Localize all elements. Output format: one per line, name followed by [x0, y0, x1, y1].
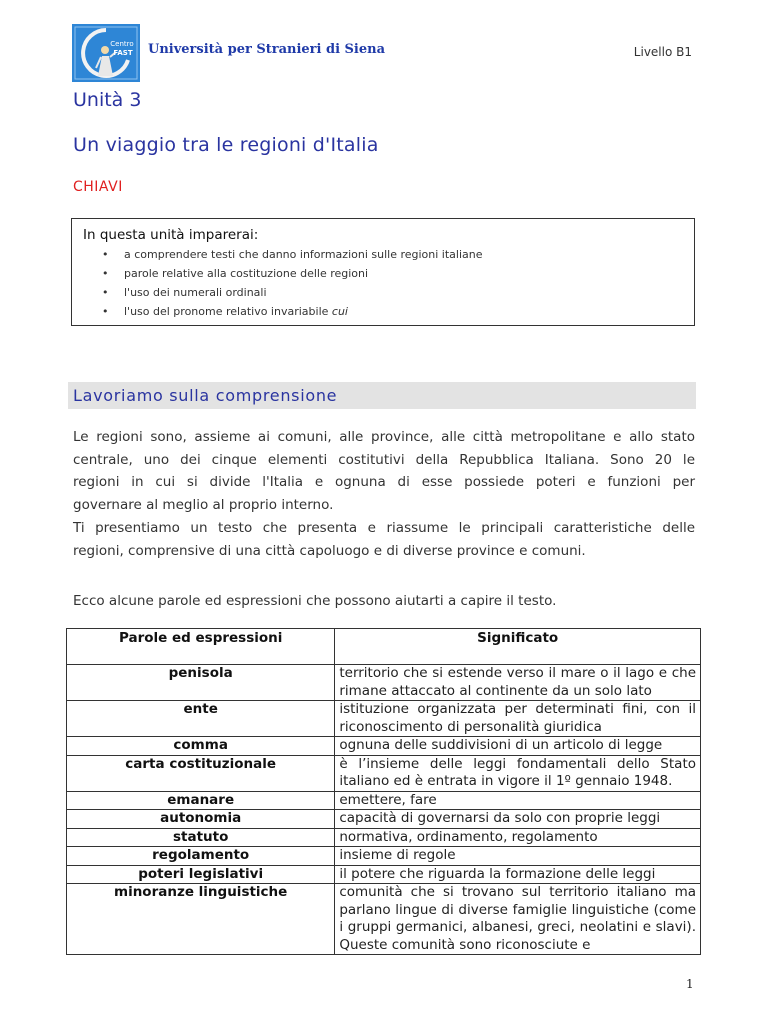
glossary-definition: emettere, fare [335, 791, 701, 810]
glossary-definition: insieme di regole [335, 847, 701, 866]
glossary-definition: capacità di governarsi da solo con proprie leggi [335, 810, 701, 829]
bullet-icon: • [102, 248, 109, 261]
bullet-icon: • [102, 286, 109, 299]
glossary-term: comma [67, 737, 335, 756]
glossary-definition: ognuna delle suddivisioni di un articolo di legge [335, 737, 701, 756]
table-row [67, 884, 701, 955]
glossary-definition: comunità che si trovano sul territorio italiano ma parlano lingue di diverse famiglie linguistiche (come i gruppi germanici, albanesi, greci, neolatini e slavi). Queste comunità sono riconosciute e [335, 884, 701, 955]
table-row [67, 737, 701, 756]
glossary-term: emanare [67, 791, 335, 810]
paragraph-line: regioni in cui si divide l'Italia e ognuna di esse possiede poteri e funzioni per [73, 474, 695, 491]
page-number: 1 [686, 977, 694, 991]
glossary-definition: normativa, ordinamento, regolamento [335, 828, 701, 847]
objective-text: a comprendere testi che danno informazioni sulle regioni italiane [124, 248, 483, 261]
objectives-box [71, 218, 695, 326]
glossary-term: carta costituzionale [67, 755, 335, 791]
table-row [67, 865, 701, 884]
paragraph-line: Ti presentiamo un testo che presenta e riassume le principali caratteristiche delle [73, 520, 695, 536]
paragraph-1 [73, 426, 695, 516]
glossary-term: statuto [67, 828, 335, 847]
glossary-table [66, 628, 701, 955]
unit-title: Un viaggio tra le regioni d'Italia [73, 134, 379, 156]
objective-italic-word: cui [331, 305, 348, 318]
paragraph-line: governare al meglio al proprio interno. [73, 496, 334, 513]
objectives-list [102, 248, 483, 324]
paragraph-2 [73, 517, 695, 562]
glossary-definition: il potere che riguarda la formazione delle leggi [335, 865, 701, 884]
section-title: Lavoriamo sulla comprensione [73, 386, 338, 405]
glossary-intro: Ecco alcune parole ed espressioni che possono aiutarti a capire il testo. [73, 593, 557, 609]
objective-item [102, 305, 483, 324]
section-header-bar [68, 382, 696, 409]
column-header-meaning: Significato [335, 629, 701, 665]
keys-label: CHIAVI [73, 179, 123, 195]
objective-item [102, 248, 483, 267]
paragraph-line: regioni, comprensive di una città capoluogo e di diverse province e comuni. [73, 542, 586, 559]
objective-text: l'uso dei numerali ordinali [124, 286, 267, 299]
objective-text: parole relative alla costituzione delle regioni [124, 267, 369, 280]
bullet-icon: • [102, 267, 109, 280]
objective-item [102, 286, 483, 305]
table-row [67, 810, 701, 829]
centro-fast-logo [72, 24, 140, 82]
table-row [67, 755, 701, 791]
objective-text: l'uso del pronome relativo invariabile [124, 305, 329, 318]
column-header-terms: Parole ed espressioni [67, 629, 335, 665]
paragraph-line: centrale, uno dei cinque elementi costitutivi della Repubblica Italiana. Sono 20 le [73, 451, 695, 468]
glossary-definition: istituzione organizzata per determinati fini, con il riconoscimento di personalità giuridica [335, 701, 701, 737]
table-row [67, 701, 701, 737]
glossary-term: ente [67, 701, 335, 737]
table-row [67, 847, 701, 866]
paragraph-line: Le regioni sono, assieme ai comuni, alle province, alle città metropolitane e allo stato [73, 429, 695, 445]
table-row [67, 791, 701, 810]
table-row [67, 828, 701, 847]
glossary-term: minoranze linguistiche [67, 884, 335, 955]
university-name: Università per Stranieri di Siena [148, 42, 386, 57]
glossary-term: regolamento [67, 847, 335, 866]
glossary-definition: è l’insieme delle leggi fondamentali dello Stato italiano ed è entrata in vigore il 1º gennaio 1948. [335, 755, 701, 791]
glossary-term: penisola [67, 665, 335, 701]
table-row [67, 665, 701, 701]
objective-item [102, 267, 483, 286]
glossary-term: autonomia [67, 810, 335, 829]
level-label: Livello B1 [633, 45, 692, 59]
logo-text-fast: FAST [113, 49, 133, 57]
table-header-row [67, 629, 701, 665]
glossary-term: poteri legislativi [67, 865, 335, 884]
bullet-icon: • [102, 305, 109, 318]
objectives-heading: In questa unità imparerai: [83, 227, 259, 243]
page-header [72, 24, 696, 84]
logo-text-centro: Centro [110, 40, 134, 48]
unit-label: Unità 3 [73, 89, 142, 111]
glossary-definition: territorio che si estende verso il mare o il lago e che rimane attaccato al continente da un solo lato [335, 665, 701, 701]
